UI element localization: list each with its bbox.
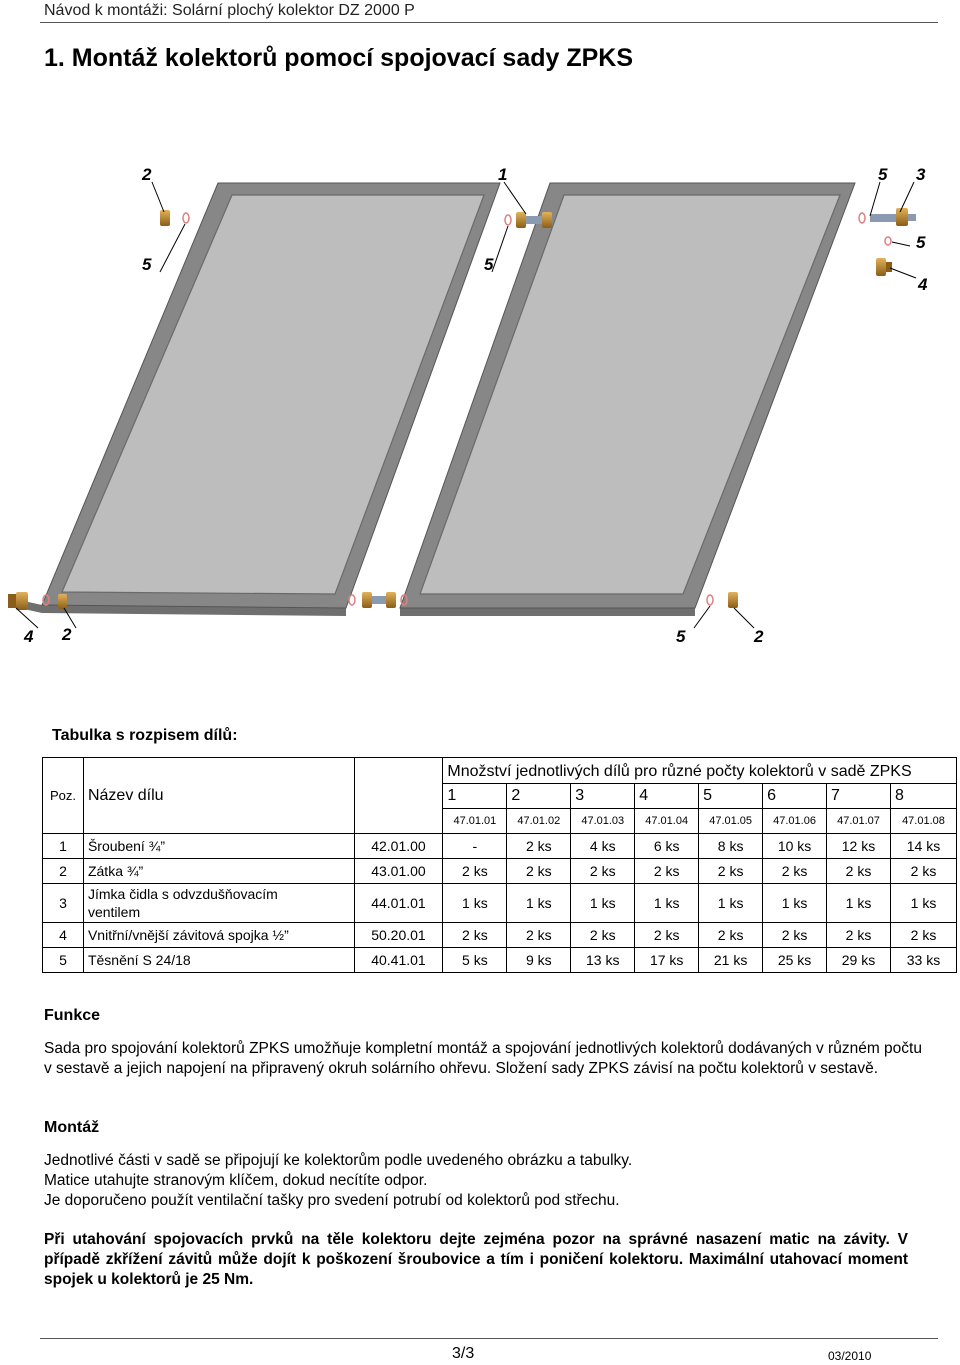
row-name: Jímka čidla s odvzdušňovacím ventilem	[83, 884, 354, 923]
fitting-threaded-coupling-right	[876, 237, 892, 276]
row-qty: 2 ks	[890, 859, 956, 884]
callout-number: 1	[498, 165, 508, 184]
row-qty: 8 ks	[699, 834, 763, 859]
page-number: 3/3	[452, 1345, 475, 1362]
table-row	[43, 923, 957, 948]
set-code-cell: 47.01.02	[507, 809, 571, 834]
row-code: 43.01.00	[354, 859, 443, 884]
row-name: Vnitřní/vnější závitová spojka ½”	[83, 923, 354, 948]
row-qty: 2 ks	[507, 834, 571, 859]
parts-table	[42, 757, 957, 973]
funkce-heading: Funkce	[44, 1007, 101, 1024]
row-qty: 33 ks	[890, 948, 956, 973]
footer-date: 03/2010	[828, 1349, 872, 1363]
table-row	[43, 948, 957, 973]
set-code-cell: 47.01.08	[890, 809, 956, 834]
montaz-line: Matice utahujte stranovým klíčem, dokud necítíte odpor.	[44, 1172, 428, 1189]
row-qty: 25 ks	[763, 948, 827, 973]
montaz-heading: Montáž	[44, 1119, 100, 1136]
row-qty: 2 ks	[635, 859, 699, 884]
row-qty: 10 ks	[763, 834, 827, 859]
fitting-plug-top-left	[160, 210, 189, 226]
row-pos: 1	[43, 834, 84, 859]
row-qty: 2 ks	[763, 923, 827, 948]
row-qty: 1 ks	[635, 884, 699, 923]
set-code-cell: 47.01.06	[763, 809, 827, 834]
callout-number: 4	[24, 627, 34, 646]
warning-text: Při utahování spojovacích prvků na těle kolektoru dejte zejména pozor na správné nasazení matic na závity. V případě zkřížení závitů může dojít k poškození šroubovice a tím i poničení kolektoru. Maximální utahovací moment spojek u kolektorů je 25 Nm.	[44, 1231, 908, 1288]
count-cell: 6	[763, 784, 827, 809]
header-code-blank	[354, 758, 443, 834]
header-quantity: Množství jednotlivých dílů pro různé počty kolektorů v sadě ZPKS	[443, 758, 957, 784]
fitting-plug-bottom-left	[58, 594, 67, 609]
row-qty: 2 ks	[763, 859, 827, 884]
warning-paragraph	[44, 1230, 908, 1290]
row-qty: 1 ks	[827, 884, 891, 923]
header-name: Název dílu	[83, 758, 354, 834]
set-code-cell: 47.01.03	[571, 809, 635, 834]
montaz-line: Je doporučeno použít ventilační tašky pro svedení potrubí od kolektorů pod střechu.	[44, 1192, 620, 1209]
row-qty: 5 ks	[443, 948, 507, 973]
table-caption: Tabulka s rozpisem dílů:	[52, 727, 238, 744]
row-qty: 2 ks	[571, 859, 635, 884]
row-qty: 21 ks	[699, 948, 763, 973]
callout-number: 2	[62, 625, 72, 644]
callout-number: 5	[878, 165, 888, 184]
row-code: 40.41.01	[354, 948, 443, 973]
set-code-cell: 47.01.07	[827, 809, 891, 834]
row-qty: 1 ks	[763, 884, 827, 923]
callout-number: 5	[676, 627, 686, 646]
row-qty: 4 ks	[571, 834, 635, 859]
row-qty: 12 ks	[827, 834, 891, 859]
set-code-cell: 47.01.05	[699, 809, 763, 834]
row-qty: 1 ks	[571, 884, 635, 923]
callout-number: 2	[142, 165, 152, 184]
row-code: 42.01.00	[354, 834, 443, 859]
count-cell: 4	[635, 784, 699, 809]
row-code: 50.20.01	[354, 923, 443, 948]
row-qty: 17 ks	[635, 948, 699, 973]
set-code-cell: 47.01.01	[443, 809, 507, 834]
callout-number: 5	[916, 233, 926, 252]
row-qty: 2 ks	[443, 923, 507, 948]
row-qty: 2 ks	[827, 859, 891, 884]
count-cell: 2	[507, 784, 571, 809]
row-qty: 2 ks	[890, 923, 956, 948]
row-name: Těsnění S 24/18	[83, 948, 354, 973]
fitting-plug-bottom-right	[707, 592, 738, 608]
row-qty: 2 ks	[507, 859, 571, 884]
count-cell: 5	[699, 784, 763, 809]
footer-rule	[40, 1338, 938, 1339]
row-qty: 13 ks	[571, 948, 635, 973]
row-qty: 14 ks	[890, 834, 956, 859]
table-row	[43, 884, 957, 923]
count-cell: 8	[890, 784, 956, 809]
count-cell: 1	[443, 784, 507, 809]
section-title: 1. Montáž kolektorů pomocí spojovací sady ZPKS	[44, 44, 634, 72]
montaz-paragraph	[44, 1151, 924, 1211]
row-qty: 6 ks	[635, 834, 699, 859]
row-pos: 3	[43, 884, 84, 923]
table-row	[43, 834, 957, 859]
callout-number: 2	[754, 627, 764, 646]
row-qty: 2 ks	[699, 923, 763, 948]
callout-number: 3	[916, 165, 926, 184]
row-code: 44.01.01	[354, 884, 443, 923]
callout-number: 5	[142, 255, 152, 274]
funkce-paragraph	[44, 1039, 924, 1079]
fitting-coupling-top-middle	[505, 212, 552, 228]
montaz-line: Jednotlivé části v sadě se připojují ke kolektorům podle uvedeného obrázku a tabulky.	[44, 1152, 633, 1169]
row-pos: 4	[43, 923, 84, 948]
funkce-text: Sada pro spojování kolektorů ZPKS umožňuje kompletní montáž a spojování jednotlivých kolektorů dodávaných v různém počtu v sestavě a jejich napojení na připravený okruh solárního ohřevu. Složení sady ZPKS závisí na počtu kolektorů v sestavě.	[44, 1040, 922, 1077]
row-qty: 1 ks	[443, 884, 507, 923]
fitting-sensor-well-top-right	[859, 208, 916, 226]
callout-number: 4	[918, 275, 928, 294]
set-code-cell: 47.01.04	[635, 809, 699, 834]
row-name: Šroubení ¾”	[83, 834, 354, 859]
row-qty: 9 ks	[507, 948, 571, 973]
fitting-coupling-bottom-middle	[349, 592, 407, 608]
row-qty: 2 ks	[571, 923, 635, 948]
header-rule	[40, 22, 938, 23]
row-qty: 29 ks	[827, 948, 891, 973]
row-qty: 2 ks	[699, 859, 763, 884]
row-qty: -	[443, 834, 507, 859]
header-pos: Poz.	[43, 758, 84, 834]
row-qty: 1 ks	[507, 884, 571, 923]
row-pos: 2	[43, 859, 84, 884]
row-qty: 2 ks	[507, 923, 571, 948]
count-cell: 3	[571, 784, 635, 809]
row-qty: 1 ks	[699, 884, 763, 923]
callout-number: 5	[484, 255, 494, 274]
row-qty: 2 ks	[443, 859, 507, 884]
row-qty: 2 ks	[635, 923, 699, 948]
row-name: Zátka ¾”	[83, 859, 354, 884]
document-header: Návod k montáži: Solární plochý kolektor DZ 2000 P	[44, 2, 415, 19]
row-qty: 1 ks	[890, 884, 956, 923]
table-header-row	[43, 758, 957, 784]
collector-assembly-diagram	[0, 150, 960, 660]
row-qty: 2 ks	[827, 923, 891, 948]
table-row	[43, 859, 957, 884]
count-cell: 7	[827, 784, 891, 809]
row-pos: 5	[43, 948, 84, 973]
